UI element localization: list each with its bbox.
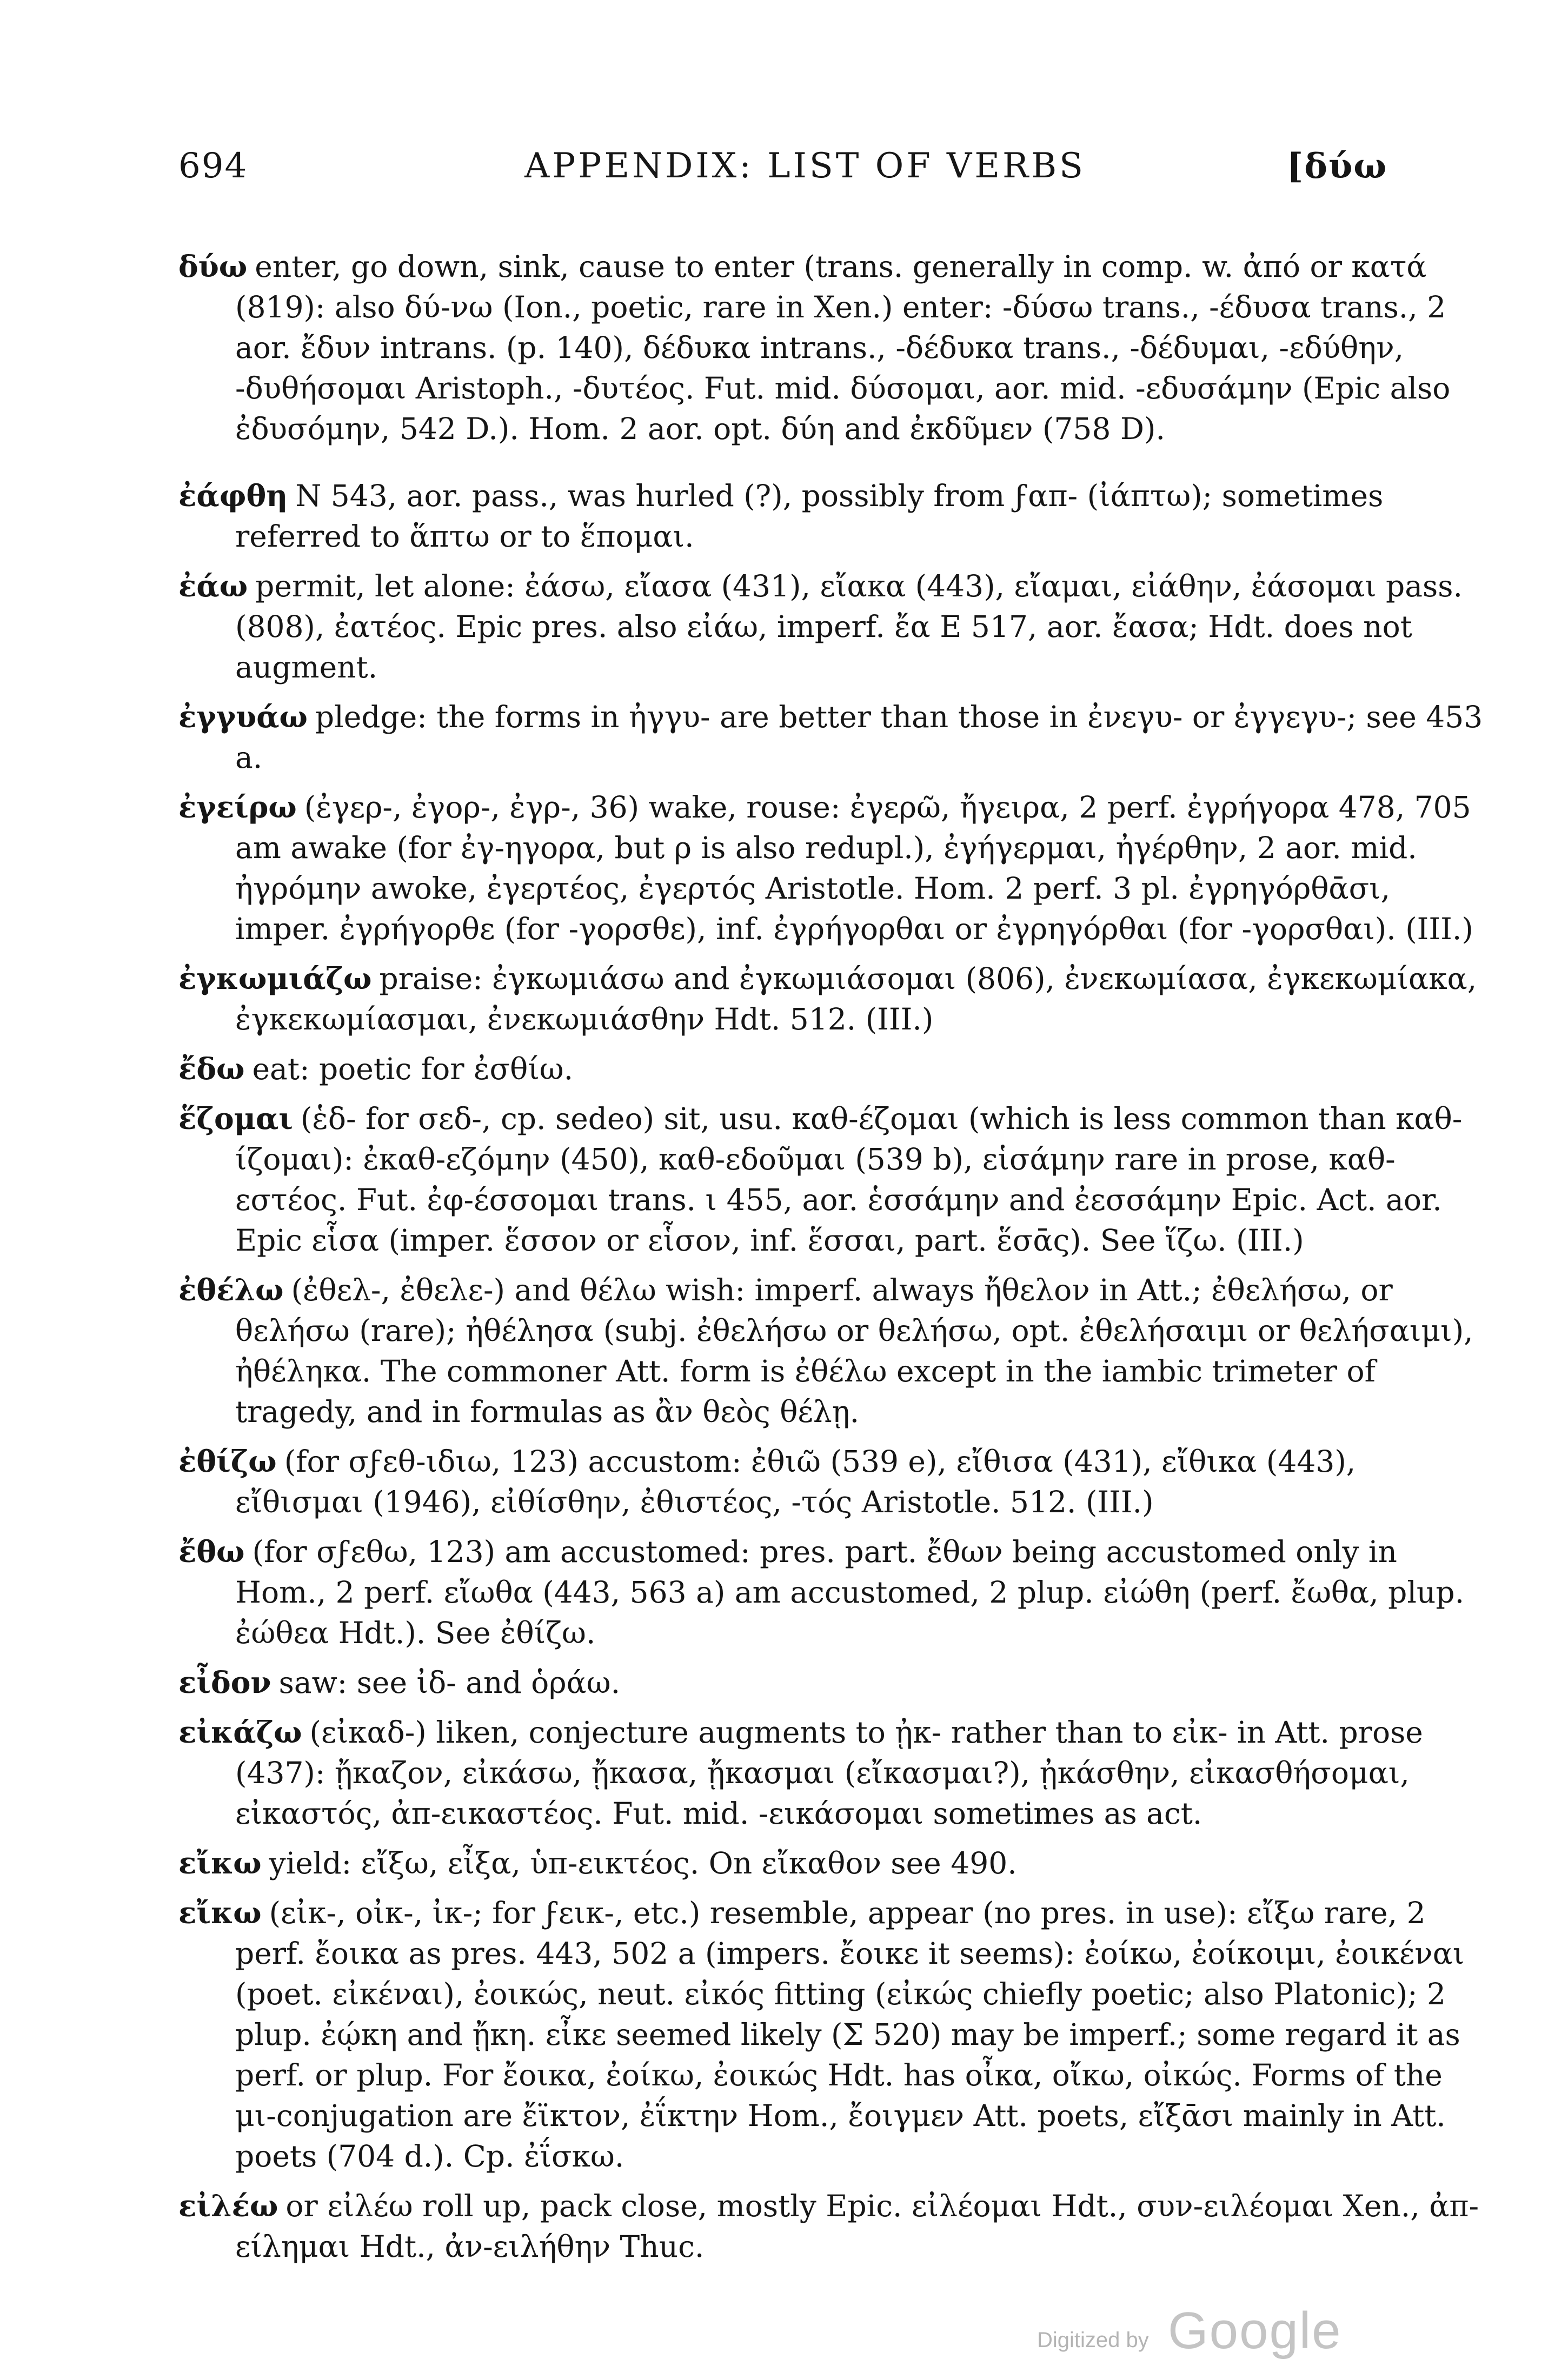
verb-entry — [178, 696, 1487, 778]
entry-headword: ἔθω — [178, 1534, 245, 1569]
entry-text: pledge: the forms in ἠγγυ- are better than those in ἐνεγυ- or ἐγγεγυ-; see 453 a. — [235, 700, 1483, 775]
entry-headword: ἐθέλω — [178, 1272, 284, 1307]
entry-headword: εἶδον — [178, 1665, 271, 1700]
entry-headword: ἐγκωμιάζω — [178, 961, 372, 996]
entry-text: yield: εἴξω, εἶξα, ὑπ-εικτέος. On εἴκαθον see 490. — [269, 1846, 1017, 1880]
entry-text: (for σϝεθ-ιδιω, 123) accustom: ἐθιῶ (539 e), εἴθισα (431), εἴθικα (443), εἴθισμαι (1946), εἰθίσθην, ἐθιστέος, -τός Aristotle. 512. (III.) — [235, 1444, 1356, 1519]
entry-text: (ἐθελ-, ἐθελε-) and θέλω wish: imperf. always ἤθελον in Att.; ἐθελήσω, or θελήσω (rare); ἠθέλησα (subj. ἐθελήσω or θελήσω, opt. ἐθελήσαιμι or θελήσαιμι), ἠθέληκα. The commoner Att. form is ἐθέλω except in the iambic trimeter of tragedy, and in formulas as ἂν θεὸς θέλῃ. — [235, 1273, 1473, 1429]
entry-text: (ἐγερ-, ἐγορ-, ἐγρ-, 36) wake, rouse: ἐγερῶ, ἤγειρα, 2 perf. ἐγρήγορα 478, 705 am awake (for ἐγ-ηγορα, but ρ is also redupl.), ἐγήγερμαι, ἠγέρθην, 2 aor. mid. ἠγρόμην awoke, ἐγερτέος, ἐγερτός Aristotle. Hom. 2 perf. 3 pl. ἐγρηγόρθᾱσι, imper. ἐγρήγορθε (for -γορσθε), inf. ἐγρήγορθαι or ἐγρηγόρθαι (for -γορσθαι). (III.) — [235, 790, 1473, 946]
entry-text: saw: see ἰδ- and ὁράω. — [278, 1665, 621, 1700]
verb-entry — [178, 1531, 1487, 1653]
running-title: APPENDIX: LIST OF VERBS — [524, 146, 1086, 186]
entry-text: (ἑδ- for σεδ-, cp. sedeo) sit, usu. καθ-έζομαι (which is less common than καθ-ίζομαι): ἐκαθ-εζόμην (450), καθ-εδοῦμαι (539 b), εἱσάμην rare in prose, καθ-εστέος. Fut. ἐφ-έσσομαι trans. ι 455, aor. ἑσσάμην and ἐεσσάμην Epic. Act. aor. Epic εἷσα (imper. ἕσσον or εἷσον, inf. ἕσσαι, part. ἕσᾱς). See ἵζω. (III.) — [235, 1101, 1463, 1258]
running-tail: [δύω — [1287, 146, 1388, 187]
entry-text: (εἰκαδ-) liken, conjecture augments to ᾐκ- rather than to εἰκ- in Att. prose (437): ᾔκαζον, εἰκάσω, ᾔκασα, ᾔκασμαι (εἴκασμαι?), ᾐκάσθην, εἰκασθήσομαι, εἰκαστός, ἀπ-εικαστέος. Fut. mid. -εικάσομαι sometimes as act. — [235, 1715, 1423, 1831]
entry-headword: εἴκω — [178, 1895, 262, 1930]
verb-entries — [178, 246, 1487, 2267]
verb-entry — [178, 1843, 1487, 1884]
verb-entry — [178, 1098, 1487, 1261]
entry-headword: εἴκω — [178, 1845, 262, 1880]
entry-headword: εἰκάζω — [178, 1715, 302, 1750]
entry-headword: ἕζομαι — [178, 1101, 293, 1136]
verb-entry — [178, 1712, 1487, 1834]
entry-text: permit, let alone: ἐάσω, εἴασα (431), εἴακα (443), εἴαμαι, εἰάθην, ἐάσομαι pass. (808), ἐατέος. Epic pres. also εἰάω, imperf. ἔα E 517, aor. ἔασα; Hdt. does not augment. — [235, 569, 1463, 685]
verb-entry — [178, 1048, 1487, 1089]
page-header — [178, 146, 1568, 195]
entry-text: praise: ἐγκωμιάσω and ἐγκωμιάσομαι (806), ἐνεκωμίασα, ἐγκεκωμίακα, ἐγκεκωμίασμαι, ἐνεκωμιάσθην Hdt. 512. (III.) — [235, 961, 1477, 1036]
verb-entry — [178, 958, 1487, 1040]
entry-text: (εἰκ-, οἰκ-, ἰκ-; for ϝεικ-, etc.) resemble, appear (no pres. in use): εἴξω rare, 2 perf. ἔοικα as pres. 443, 502 a (impers. ἔοικε it seems): ἐοίκω, ἐοίκοιμι, ἐοικέναι (poet. εἰκέναι), ἐοικώς, neut. εἰκός fitting (εἰκώς chiefly poetic; also Platonic); 2 plup. ἐῴκη and ᾔκη. εἶκε seemed likely (Σ 520) may be imperf.; some regard it as perf. or plup. For ἔοικα, ἐοίκω, ἐοικώς Hdt. has οἶκα, οἴκω, οἰκώς. Forms of the μι-conjugation are ἔϊκτον, ἐΐκτην Hom., ἔοιγμεν Att. poets, εἴξᾱσι mainly in Att. poets (704 d.). Cp. ἐΐσκω. — [235, 1896, 1465, 2174]
entry-text: (for σϝεθω, 123) am accustomed: pres. part. ἔθων being accustomed only in Hom., 2 perf. εἴωθα (443, 563 a) am accustomed, 2 plup. εἰώθη (perf. ἔωθα, plup. ἐώθεα Hdt.). See ἐθίζω. — [235, 1534, 1465, 1650]
google-logo: Google — [1168, 2302, 1342, 2360]
verb-entry — [178, 787, 1487, 949]
entry-text: N 543, aor. pass., was hurled (?), possibly from ϝαπ- (ἰάπτω); sometimes referred to ἅπτω or to ἕπομαι. — [235, 479, 1384, 554]
verb-entry — [178, 1441, 1487, 1523]
entry-text: or εἰλέω roll up, pack close, mostly Epic. εἰλέομαι Hdt., συν-ειλέομαι Xen., ἀπ-είλημαι Hdt., ἀν-ειλήθην Thuc. — [235, 2189, 1479, 2264]
watermark-prefix: Digitized by — [1037, 2328, 1149, 2352]
entry-text: enter, go down, sink, cause to enter (trans. generally in comp. w. ἀπό or κατά (819): also δύ-νω (Ion., poetic, rare in Xen.) enter: -δύσω trans., -έδυσα trans., 2 aor. ἔδυν intrans. (p. 140), δέδυκα intrans., -δέδυκα trans., -δέδυμαι, -εδύθην, -δυθήσομαι Aristoph., -δυτέος. Fut. mid. δύσομαι, aor. mid. -εδυσάμην (Epic also ἐδυσόμην, 542 D.). Hom. 2 aor. opt. δύη and ἐκδῦμεν (758 D). — [235, 249, 1451, 446]
verb-entry — [178, 2185, 1487, 2267]
entry-headword: ἐάω — [178, 568, 248, 603]
page-number: 694 — [178, 146, 248, 186]
verb-entry — [178, 1662, 1487, 1703]
digitized-by-watermark — [1037, 2298, 1372, 2360]
entry-headword: ἐγείρω — [178, 789, 297, 825]
entry-headword: δύω — [178, 249, 248, 284]
verb-entry — [178, 1270, 1487, 1432]
entry-text: eat: poetic for ἐσθίω. — [252, 1052, 574, 1086]
verb-entry — [178, 1892, 1487, 2177]
verb-entry — [178, 566, 1487, 688]
entry-headword: ἐγγυάω — [178, 699, 308, 734]
verb-entry — [178, 475, 1487, 557]
entry-headword: ἐάφθη — [178, 478, 288, 513]
entry-headword: εἰλέω — [178, 2188, 278, 2223]
entry-headword: ἐθίζω — [178, 1444, 277, 1479]
verb-entry — [178, 246, 1487, 449]
entry-headword: ἔδω — [178, 1051, 245, 1086]
